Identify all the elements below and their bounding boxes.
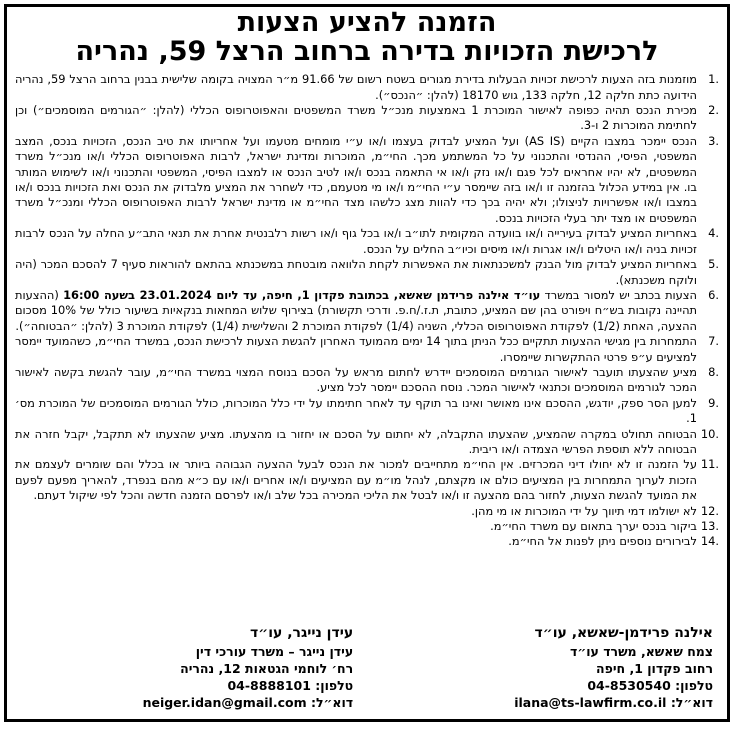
item-text: הבטוחה תחולט במקרה שהמציע, שהצעתו התקבלה, לא יחתום על הסכם או יחזור בו מהצעתו. מציע שהצעתו לא תתקבל, יקבל חזרה את הבטוחה ללא תוספת הפרשי הצמדה ו/או ריבית. xyxy=(15,426,697,456)
firm-address: רח׳ לוחמי הגטאות 12, נהריה xyxy=(180,661,354,676)
notice-item xyxy=(15,134,719,226)
item-number: 13. xyxy=(700,519,719,533)
item-number: 5. xyxy=(708,257,719,272)
notice-item xyxy=(15,534,719,549)
phone-row xyxy=(381,677,713,694)
phone-number: 04-8530540 xyxy=(587,678,671,693)
item-text: ביקור בנכס יערך בתאום עם משרד החי״מ. xyxy=(490,519,697,533)
item-number: 14. xyxy=(700,534,719,549)
item-text: לבירורים נוספים ניתן לפנות אל החי״מ. xyxy=(508,534,697,549)
item-number: 4. xyxy=(708,226,719,241)
phone-number: 04-8888101 xyxy=(227,678,311,693)
signer-name: אילנה פרידמן-שאשא, עו״ד xyxy=(534,625,713,641)
item-text: מכירת הנכס תהיה כפופה לאישור המוכרת 1 באמצעות מנכ״ל משרד המשפטים והאפוטרופוס הכללי (להלן: ״הגורמים המוסמכים״) וכן לחתימת המוכרות 2 ו-3. xyxy=(15,103,697,133)
firm-name: עידן נייגר – משרד עורכי דין xyxy=(195,644,354,659)
item-text xyxy=(15,288,697,333)
item-text-part: (ההצעות תהיינה נקובות בש״ח ויפורט בהן שם המציע, כתובת, ת.ז./ח.פ. ודרכי תקשורת) בצירוף שלוש המחאות בנקאיות בשיעור כולל של 10% מסכום ההצעה, האחת (1/2) לפקודת האפוטרופוס הכללי, השניה (1/4) לפקודת המוכרת 2 והשלישית (1/4) לפקודת המוכרת 3 (להלן: ״הבטוחה״). xyxy=(15,287,697,333)
item-number: 10. xyxy=(700,426,719,441)
item-number: 2. xyxy=(708,103,719,118)
item-text: באחריות המציע לבדוק בעירייה ו/או בוועדה המקומית לתו״ב ו/או בכל גוף ו/או רשות רלבנטית אחרת את תנאי התב״ע החלה על הנכס לרבות זכויות בניה ו/או היטלים ו/או אגרות ו/או מיסים וכיו״ב החלים על הנכס. xyxy=(15,226,697,256)
phone-label: טלפון: xyxy=(315,678,354,693)
phone-row xyxy=(21,677,353,694)
item-text-part: הצעות בכתב יש למסור במשרד xyxy=(540,287,697,302)
item-text: התמחרות בין מגישי ההצעות תתקיים ככל הניתן בתוך 14 ימים מהמועד האחרון להגשת הצעות לרכישת הנכס, במשרד החי״מ, כשהמועד יימסר למציעים ע״פ פרטי ההתקשרות שיימסרו. xyxy=(15,334,697,364)
firm-name: צמח שאשא, משרד עו״ד xyxy=(570,644,713,659)
email-row xyxy=(381,694,713,711)
notice-items-list xyxy=(7,72,727,550)
notice-item xyxy=(15,427,719,458)
signature-left xyxy=(21,623,353,711)
item-number: 12. xyxy=(700,503,719,518)
email-label: דוא״ל: xyxy=(670,695,713,710)
notice-item xyxy=(15,504,719,519)
notice-item xyxy=(15,288,719,334)
signer-name: עידן נייגר, עו״ד xyxy=(250,625,354,641)
item-number: 9. xyxy=(708,395,719,410)
item-text: על הזמנה זו לא יחולו דיני המכרזים. אין החי״מ מתחייבים למכור את הנכס לבעל ההצעה הגבוהה ביותר או בכלל והם שומרים לעצמם את הזכות לערוך התמחרות בין המציעים כולם או מקצתם, לנהל מו״מ עם המציעים ו/או אחרים ו/או עם כ״א מהם בנפרד, להאריך מפעם לפעם את המועד להגשת הצעות, לחזור בהם מהצעה זו ו/או לבטל את הליכי המכירה בכל שלב ו/או לפרסם הזמנה חדשה והכל לפי שיקול דעתם. xyxy=(15,457,697,503)
notice-item xyxy=(15,396,719,427)
item-number: 11. xyxy=(700,457,719,472)
notice-item xyxy=(15,257,719,288)
signature-block xyxy=(21,623,713,711)
item-text: באחריות המציע לבדוק מול הבנק למשכנתאות את האפשרות לקחת הלוואה מובטחת במשכנתא בהתאם להוראות סעיף 7 להסכם המכר (היה ולוקח משכנתא). xyxy=(15,257,697,287)
item-number: 7. xyxy=(708,334,719,349)
notice-item xyxy=(15,365,719,396)
notice-title-line2: לרכישת הזכויות בדירה ברחוב הרצל 59, נהריה xyxy=(75,35,659,67)
item-text-emphasis: עו״ד אילנה פרידמן שאשא, בכתובת פקדון 1, חיפה, עד ליום 23.01.2024 בשעה 16:00 xyxy=(63,287,541,302)
phone-label: טלפון: xyxy=(675,678,713,693)
item-number: 8. xyxy=(708,364,719,379)
email-label: דוא״ל: xyxy=(310,695,354,710)
email-row xyxy=(21,694,353,711)
item-number: 6. xyxy=(708,287,719,302)
item-number: 3. xyxy=(708,133,719,148)
item-text: למען הסר ספק, יודגש, ההסכם אינו מאושר ואינו בר תוקף עד לאחר חתימתו על ידי כלל המוכרות, כולל הגורמים המוסמכים של המוכרת מס׳ 1. xyxy=(15,395,697,426)
item-text: מוזמנות בזה הצעות לרכישת זכויות הבעלות בדירת מגורים בשטח רשום של 91.66 מ״ר המצויה בקומה שלישית בבנין ברחוב הרצל 59, נהריה הידועה כתת חלקה 12, חלקה 133, גוש 18170 (להלן: ״הנכס״). xyxy=(15,72,698,102)
item-text: מציע שהצעתו תועבר לאישור הגורמים המוסמכים יידרש לחתום מראש על הסכם בנוסח המצוי במשרד החי״מ, עובר להגשת בקשה לאישור המכר לגורמים המוסמכים וכתנאי לאישור המכר. נוסח ההסכם יימסר לכל מציע. xyxy=(15,364,697,395)
email-address: ilana@ts-lawfirm.co.il xyxy=(514,695,667,710)
item-text: לא ישולמו דמי תיווך על ידי המוכרות או מי מהן. xyxy=(471,503,697,518)
notice-item xyxy=(15,72,719,103)
firm-address: רחוב פקדון 1, חיפה xyxy=(596,661,713,676)
notice-item xyxy=(15,519,719,534)
notice-item xyxy=(15,226,719,257)
notice-item xyxy=(15,103,719,134)
item-text: הנכס יימכר במצבו הקיים (AS IS) ועל המציע לבדוק בעצמו ו/או ע״י מומחים מטעמו ועל אחריותו את טיב הנכס, הזכויות בנכס, המצב המשפטי, הפיסי, ההנדסי והתכנוני על כל המשתמע מכך. החי״מ, המוכרות ומדינת ישראל, לרבות האפוטרופוס הכללי ו/או מנכ״ל משרד המשפטים, לא יהיו אחראים לכל פגם ו/או נזק ו/או אי התאמה בנכס ו/או לטיב הנכס או למצבו הפיסי, המשפטי והתכנוני ו/או לשימוש המותר בו. אין במידע הכלול בהזמנה זו ו/או בזה שיימסר ע״י החי״מ ו/או מי מטעמם, כדי לשחרר את המציע מלבדוק את הנכס ואת הזכויות בנכס ו/או במצבו ו/או אפשרויות לניצולו; ולא יהיה בכך כדי להוות מצג כלשהו מצד החי״מ או מדינת ישראל לרבות האפוטרופוס הכללי ומנכ״ל משרד המשפטים או מצד יתר בעלי הזכויות בנכס. xyxy=(15,133,698,225)
email-address: neiger.idan@gmail.com xyxy=(142,695,307,710)
item-number: 1. xyxy=(708,72,719,87)
notice-title-line1: הזמנה להציע הצעות xyxy=(237,7,497,38)
notice-item xyxy=(15,457,719,503)
notice-item xyxy=(15,334,719,365)
notice-frame xyxy=(4,4,730,722)
signature-right xyxy=(381,623,713,711)
